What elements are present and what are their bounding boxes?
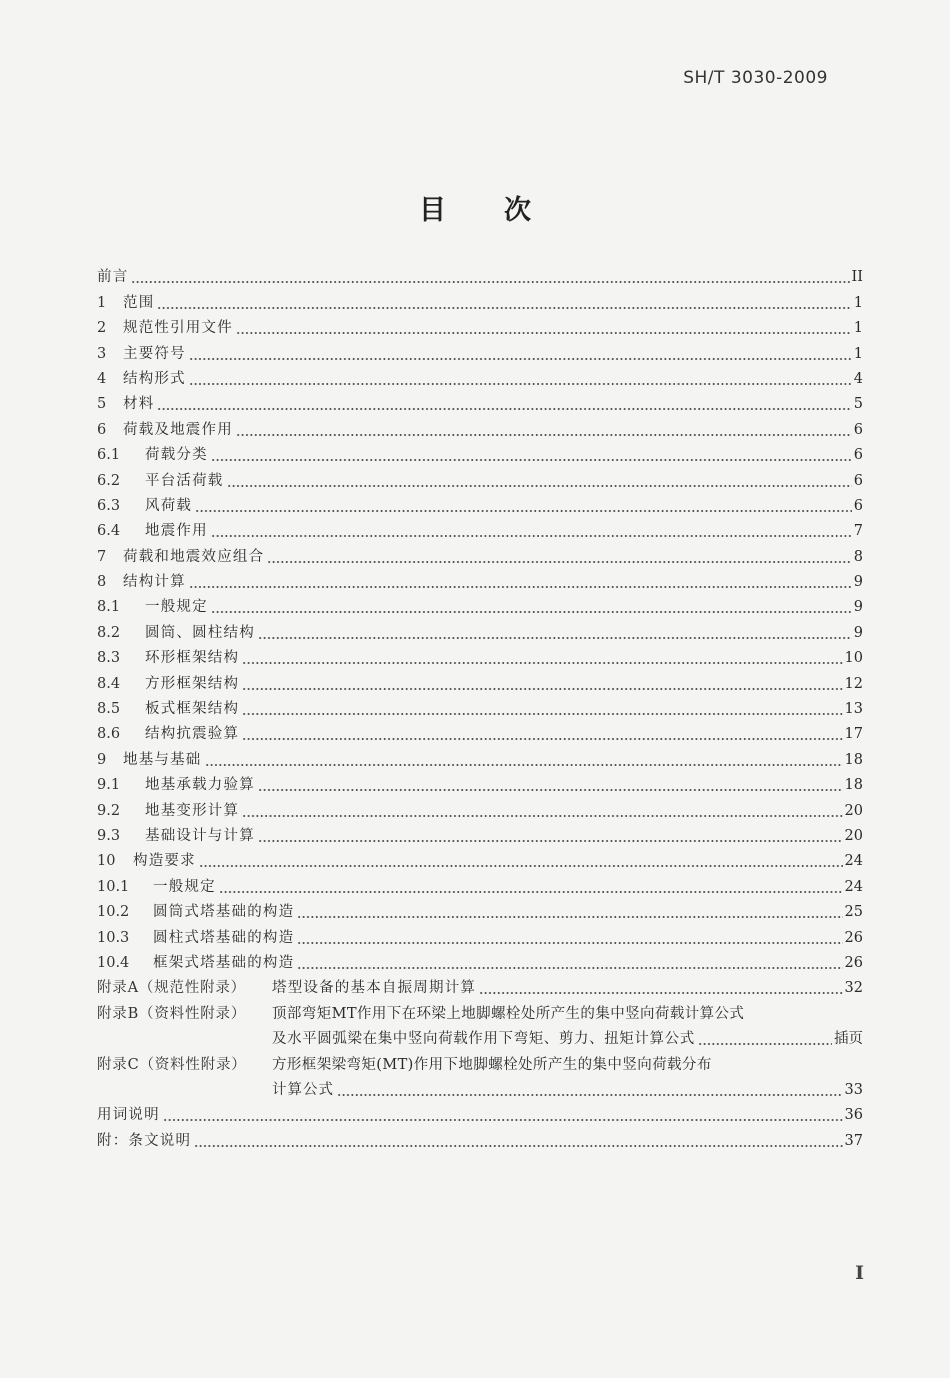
toc-entry-label: 一般规定 bbox=[153, 878, 216, 895]
toc-entry-page: 9 bbox=[853, 599, 863, 616]
toc-entry-label: 圆柱式塔基础的构造 bbox=[153, 929, 295, 946]
toc-entry-label: 前言 bbox=[97, 269, 129, 286]
toc-entry-number: 6.4 bbox=[97, 523, 121, 540]
toc-entry-number: 2 bbox=[97, 320, 107, 337]
toc-entry-foreword[interactable] bbox=[97, 262, 863, 287]
dot-leader bbox=[194, 1131, 842, 1151]
toc-entry-label: 主要符号 bbox=[123, 345, 186, 362]
toc-entry-label: 方形框架结构 bbox=[145, 675, 240, 692]
toc-entry-number: 8 bbox=[97, 574, 107, 591]
toc-entry-label: 风荷载 bbox=[145, 497, 193, 514]
toc-entry-number: 7 bbox=[97, 548, 107, 565]
dot-leader bbox=[242, 724, 842, 744]
toc-entry-page: 32 bbox=[844, 980, 863, 997]
toc-entry-label: 圆筒式塔基础的构造 bbox=[153, 904, 295, 921]
toc-entry-2[interactable] bbox=[97, 313, 863, 338]
dot-leader bbox=[297, 928, 842, 948]
toc-entry-number: 10.2 bbox=[97, 904, 130, 921]
toc-entry-page: II bbox=[851, 269, 863, 286]
toc-entry-page: 6 bbox=[853, 497, 863, 514]
toc-entry-label: 环形框架结构 bbox=[145, 650, 240, 667]
toc-entry-9-1[interactable] bbox=[97, 770, 863, 795]
toc-entry-6[interactable] bbox=[97, 414, 863, 439]
toc-entry-label: 顶部弯矩MT作用下在环梁上地脚螺栓处所产生的集中竖向荷载计算公式 bbox=[272, 1005, 745, 1022]
toc-entry-number: 3 bbox=[97, 345, 107, 362]
dot-leader bbox=[297, 953, 842, 973]
toc-entry-8-6[interactable] bbox=[97, 719, 863, 744]
dot-leader bbox=[211, 597, 852, 617]
toc-entry-number: 8.4 bbox=[97, 675, 121, 692]
toc-entry-5[interactable] bbox=[97, 389, 863, 414]
toc-entry-page: 18 bbox=[844, 751, 863, 768]
toc-entry-page: 25 bbox=[844, 904, 863, 921]
toc-entry-label: 板式框架结构 bbox=[145, 701, 240, 718]
toc-entry-number: 6.3 bbox=[97, 497, 121, 514]
toc-entry-page: 6 bbox=[853, 447, 863, 464]
toc-entry-label: 地震作用 bbox=[145, 523, 208, 540]
toc-entry-label: 计算公式 bbox=[272, 1081, 334, 1098]
toc-entry-page: 26 bbox=[844, 954, 863, 971]
toc-entry-page: 6 bbox=[853, 472, 863, 489]
toc-entry-8-1[interactable] bbox=[97, 592, 863, 617]
toc-entry-number: 9.2 bbox=[97, 802, 121, 819]
toc-entry-label: 地基与基础 bbox=[123, 751, 202, 768]
toc-entry-10[interactable] bbox=[97, 846, 863, 871]
toc-entry-page: 1 bbox=[853, 345, 863, 362]
dot-leader bbox=[189, 369, 852, 389]
toc-entry-label: 结构计算 bbox=[123, 574, 186, 591]
toc-entry-page: 36 bbox=[844, 1107, 863, 1124]
dot-leader bbox=[205, 750, 843, 770]
dot-leader bbox=[163, 1105, 843, 1125]
dot-leader bbox=[157, 394, 851, 414]
dot-leader bbox=[258, 826, 843, 846]
dot-leader bbox=[236, 420, 852, 440]
toc-entry-label: 圆筒、圆柱结构 bbox=[145, 624, 255, 641]
dot-leader bbox=[189, 572, 852, 592]
toc-entry-label: 及水平圆弧梁在集中竖向荷载作用下弯矩、剪力、扭矩计算公式 bbox=[272, 1031, 695, 1048]
toc-entry-number: 9.3 bbox=[97, 827, 121, 844]
toc-entry-label: 构造要求 bbox=[133, 853, 196, 870]
toc-entry-number: 6.1 bbox=[97, 447, 121, 464]
dot-leader bbox=[195, 496, 852, 516]
toc-entry-page: 1 bbox=[853, 294, 863, 311]
toc-entry-label: 基础设计与计算 bbox=[145, 827, 255, 844]
dot-leader bbox=[157, 293, 851, 313]
dot-leader bbox=[267, 547, 851, 567]
dot-leader bbox=[297, 902, 842, 922]
dot-leader bbox=[698, 1029, 832, 1049]
toc-entry-number: 10.3 bbox=[97, 929, 130, 946]
toc-entry-9-3[interactable] bbox=[97, 821, 863, 846]
dot-leader bbox=[242, 648, 842, 668]
toc-entry-page: 9 bbox=[853, 574, 863, 591]
toc-entry-number: 5 bbox=[97, 396, 107, 413]
toc-entry-page: 26 bbox=[844, 929, 863, 946]
dot-leader bbox=[479, 978, 842, 998]
toc-entry-page: 插页 bbox=[834, 1031, 863, 1048]
toc-entry-10-3[interactable] bbox=[97, 922, 863, 947]
toc-entry-number: 9.1 bbox=[97, 777, 121, 794]
toc-entry-appendix-b-cont[interactable] bbox=[97, 1024, 863, 1049]
toc-entry-label: 地基变形计算 bbox=[145, 802, 240, 819]
toc-entry-number: 8.3 bbox=[97, 650, 121, 667]
toc-entry-appendix-a[interactable] bbox=[97, 973, 863, 998]
toc-entry-number: 10.4 bbox=[97, 954, 130, 971]
toc-entry-label: 附：条文说明 bbox=[97, 1132, 192, 1149]
toc-entry-page: 8 bbox=[853, 548, 863, 565]
toc-entry-8-2[interactable] bbox=[97, 617, 863, 642]
toc-entry-number: 6.2 bbox=[97, 472, 121, 489]
toc-entry-number: 10.1 bbox=[97, 878, 130, 895]
toc-entry-page: 20 bbox=[844, 827, 863, 844]
dot-leader bbox=[242, 699, 842, 719]
toc-entry-10-2[interactable] bbox=[97, 897, 863, 922]
toc-entry-number: 8.6 bbox=[97, 726, 121, 743]
dot-leader bbox=[199, 851, 843, 871]
toc-entry-3[interactable] bbox=[97, 338, 863, 363]
toc-entry-appendix-c[interactable] bbox=[97, 1049, 863, 1074]
toc-entry-6-2[interactable] bbox=[97, 465, 863, 490]
toc-entry-label: 地基承载力验算 bbox=[145, 777, 255, 794]
toc-entry-label: 荷载分类 bbox=[145, 447, 208, 464]
toc-entry-label: 塔型设备的基本自振周期计算 bbox=[272, 980, 477, 997]
toc-entry-10-1[interactable] bbox=[97, 871, 863, 896]
toc-entry-number: 8.5 bbox=[97, 701, 121, 718]
toc-entry-6-4[interactable] bbox=[97, 516, 863, 541]
toc-entry-8-5[interactable] bbox=[97, 694, 863, 719]
dot-leader bbox=[211, 445, 852, 465]
toc-entry-label: 结构形式 bbox=[123, 370, 186, 387]
toc-entry-6-1[interactable] bbox=[97, 440, 863, 465]
toc-entry-page: 4 bbox=[853, 370, 863, 387]
toc-entry-8-4[interactable] bbox=[97, 668, 863, 693]
toc-entry-number: 附录C（资料性附录） bbox=[97, 1056, 247, 1073]
toc-entry-label: 荷载及地震作用 bbox=[123, 421, 233, 438]
toc-entry-label: 结构抗震验算 bbox=[145, 726, 240, 743]
toc-entry-page: 6 bbox=[853, 421, 863, 438]
toc-entry-8[interactable] bbox=[97, 567, 863, 592]
toc-entry-page: 24 bbox=[844, 853, 863, 870]
toc-entry-terms[interactable] bbox=[97, 1100, 863, 1125]
toc-entry-label: 范围 bbox=[123, 294, 155, 311]
toc-entry-8-3[interactable] bbox=[97, 643, 863, 668]
toc-entry-label: 方形框架梁弯矩(MT)作用下地脚螺栓处所产生的集中竖向荷载分布 bbox=[272, 1056, 712, 1073]
toc-entry-number: 9 bbox=[97, 751, 107, 768]
toc-entry-label: 荷载和地震效应组合 bbox=[123, 548, 265, 565]
dot-leader bbox=[258, 775, 843, 795]
toc-entry-commentary[interactable] bbox=[97, 1125, 863, 1150]
dot-leader bbox=[258, 623, 852, 643]
toc-entry-7[interactable] bbox=[97, 541, 863, 566]
toc-entry-9-2[interactable] bbox=[97, 795, 863, 820]
toc-entry-page: 17 bbox=[844, 726, 863, 743]
dot-leader bbox=[337, 1080, 843, 1100]
table-of-contents bbox=[97, 262, 863, 1151]
page-number: I bbox=[855, 1262, 864, 1284]
toc-entry-number: 4 bbox=[97, 370, 107, 387]
toc-entry-label: 规范性引用文件 bbox=[123, 320, 233, 337]
toc-entry-appendix-c-cont[interactable] bbox=[97, 1075, 863, 1100]
toc-entry-9[interactable] bbox=[97, 744, 863, 769]
toc-entry-page: 1 bbox=[853, 320, 863, 337]
toc-entry-number: 8.1 bbox=[97, 599, 121, 616]
toc-entry-label: 用词说明 bbox=[97, 1107, 160, 1124]
toc-entry-page: 37 bbox=[844, 1132, 863, 1149]
toc-entry-label: 平台活荷载 bbox=[145, 472, 224, 489]
dot-leader bbox=[227, 471, 852, 491]
toc-entry-number: 1 bbox=[97, 294, 107, 311]
toc-entry-number: 附录A（规范性附录） bbox=[97, 980, 246, 997]
toc-entry-page: 7 bbox=[853, 523, 863, 540]
dot-leader bbox=[242, 801, 842, 821]
toc-entry-page: 33 bbox=[844, 1081, 863, 1098]
toc-entry-4[interactable] bbox=[97, 364, 863, 389]
toc-entry-page: 5 bbox=[853, 396, 863, 413]
dot-leader bbox=[131, 267, 849, 287]
toc-entry-page: 12 bbox=[844, 675, 863, 692]
dot-leader bbox=[189, 344, 852, 364]
dot-leader bbox=[211, 521, 852, 541]
toc-entry-label: 一般规定 bbox=[145, 599, 208, 616]
toc-entry-page: 18 bbox=[844, 777, 863, 794]
toc-entry-page: 20 bbox=[844, 802, 863, 819]
toc-entry-appendix-b[interactable] bbox=[97, 998, 863, 1023]
toc-entry-number: 8.2 bbox=[97, 624, 121, 641]
toc-entry-6-3[interactable] bbox=[97, 491, 863, 516]
toc-entry-page: 9 bbox=[853, 624, 863, 641]
toc-entry-label: 框架式塔基础的构造 bbox=[153, 954, 295, 971]
page-title: 目次 bbox=[419, 195, 589, 226]
toc-entry-page: 24 bbox=[844, 878, 863, 895]
toc-entry-1[interactable] bbox=[97, 287, 863, 312]
dot-leader bbox=[236, 318, 852, 338]
dot-leader bbox=[242, 674, 842, 694]
document-code: SH/T 3030-2009 bbox=[683, 68, 828, 88]
toc-entry-number: 10 bbox=[97, 853, 116, 870]
toc-entry-10-4[interactable] bbox=[97, 948, 863, 973]
toc-entry-page: 13 bbox=[844, 701, 863, 718]
toc-entry-number: 附录B（资料性附录） bbox=[97, 1005, 247, 1022]
dot-leader bbox=[219, 877, 843, 897]
toc-entry-label: 材料 bbox=[123, 396, 155, 413]
toc-entry-page: 10 bbox=[844, 650, 863, 667]
toc-entry-number: 6 bbox=[97, 421, 107, 438]
